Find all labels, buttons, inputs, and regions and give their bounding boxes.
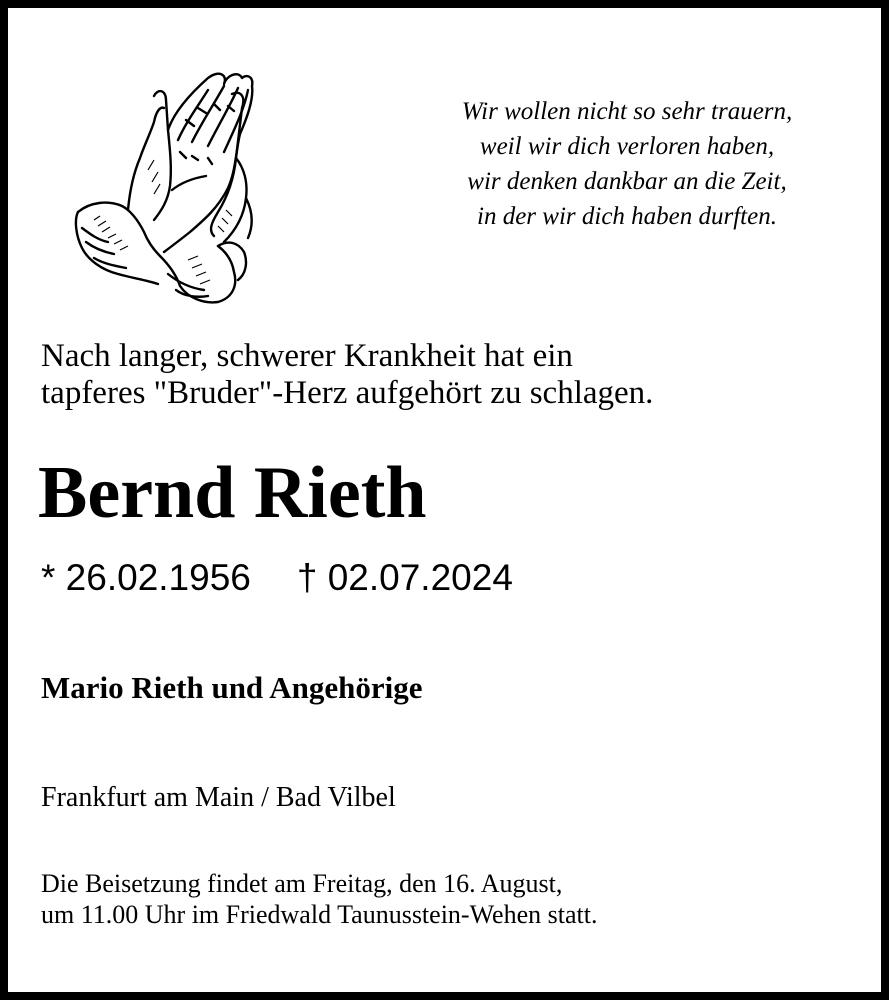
poem-line: weil wir dich verloren haben, bbox=[479, 133, 775, 160]
intro-text bbox=[41, 338, 653, 412]
life-dates bbox=[41, 554, 513, 602]
praying-hands-icon bbox=[68, 60, 268, 305]
mourners-signature: Mario Rieth und Angehörige bbox=[41, 670, 423, 705]
birth-date: * 26.02.1956 bbox=[41, 557, 251, 598]
poem-line: in der wir dich haben durften. bbox=[477, 203, 777, 230]
poem-line: Wir wollen nicht so sehr trauern, bbox=[461, 98, 793, 125]
funeral-notice bbox=[41, 868, 597, 930]
death-date: † 02.07.2024 bbox=[296, 557, 513, 598]
funeral-line: um 11.00 Uhr im Friedwald Taunusstein-Wehen statt. bbox=[41, 900, 598, 929]
funeral-line: Die Beisetzung findet am Freitag, den 16. August, bbox=[41, 869, 563, 898]
place-line: Frankfurt am Main / Bad Vilbel bbox=[41, 782, 396, 813]
poem-verse bbox=[388, 94, 866, 234]
deceased-name: Bernd Rieth bbox=[38, 452, 427, 534]
intro-line: tapferes "Bruder"-Herz aufgehört zu schlagen. bbox=[41, 375, 654, 411]
intro-line: Nach langer, schwerer Krankheit hat ein bbox=[41, 338, 573, 374]
poem-line: wir denken dankbar an die Zeit, bbox=[467, 168, 787, 195]
